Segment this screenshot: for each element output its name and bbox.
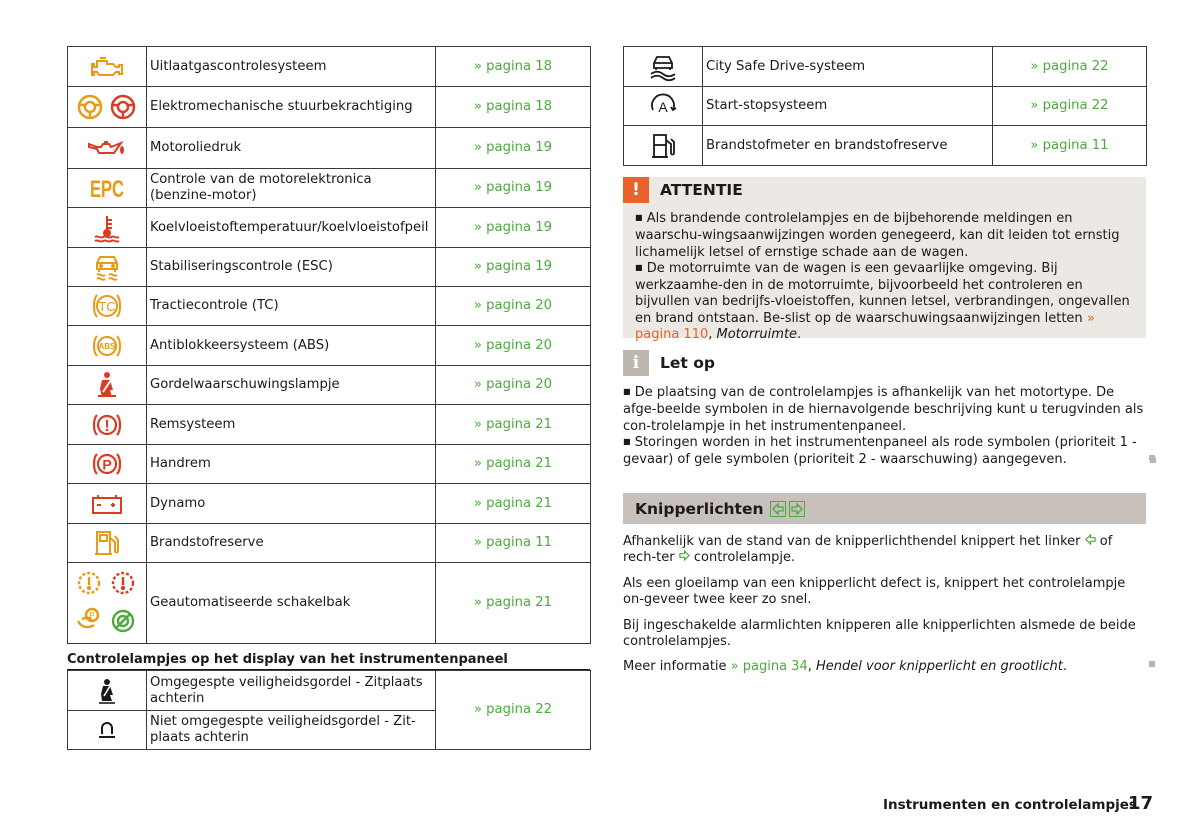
parking-brake-icon — [91, 451, 123, 477]
letop-bullet-1: ■ De plaatsing van de controlelampjes is afhankelijk van het motortype. De afge-beelde symbolen in de hiernavolgende beschrijving kunt u terugvinden als con-trolelampje in het instrumentenpaneel. — [623, 385, 1144, 434]
table-row — [68, 287, 591, 326]
page-link[interactable]: » pagina 20 — [436, 326, 591, 366]
page-link[interactable]: » pagina 18 — [436, 87, 591, 128]
table-row — [68, 87, 591, 128]
reference-title: Motorruimte — [716, 327, 798, 343]
page-link[interactable]: » pagina 22 — [993, 87, 1147, 126]
fuel-gauge-icon — [650, 132, 676, 160]
right-turn-arrow-icon — [789, 501, 805, 517]
table-row — [68, 169, 591, 208]
svg-text:TC: TC — [98, 299, 116, 314]
indicator-label: Brandstofreserve — [147, 524, 436, 563]
page-link[interactable]: » pagina 21 — [436, 484, 591, 524]
icon-cell — [624, 47, 703, 87]
icon-cell — [68, 563, 147, 644]
indicator-label: Handrem — [147, 445, 436, 484]
table-row — [68, 563, 591, 644]
icon-cell — [68, 484, 147, 524]
table-row — [68, 208, 591, 248]
svg-text:P: P — [89, 611, 95, 620]
table-row — [68, 671, 591, 711]
attentie-bullet-2: ■ De motorruimte van de wagen is een gevaarlijke omgeving. Bij werkzaamhe-den in de motorruimte, bijvoorbeeld het controleren en bijvullen van bedrijfs-vloeistoffen, kunnen letsel, verbrandingen, ongevallen en brand ontstaan. Be-slist op de waarschuwingsaanwijzingen letten » pagina 110, Motorruimte. — [635, 260, 1130, 343]
city-safe-drive-icon — [649, 54, 677, 80]
page-link[interactable]: » pagina 20 — [436, 287, 591, 326]
svg-text:ABS: ABS — [98, 341, 116, 351]
table-row — [68, 248, 591, 287]
icon-cell — [68, 671, 147, 711]
rear-seatbelt-unfastened-icon — [97, 678, 117, 704]
table-row — [624, 47, 1147, 87]
table-row — [68, 47, 591, 87]
indicator-label: City Safe Drive-systeem — [703, 47, 993, 87]
engine-exhaust-icon — [90, 56, 124, 78]
start-stop-icon — [649, 92, 677, 120]
icon-cell — [68, 248, 147, 287]
indicator-table-left — [67, 46, 591, 644]
table-row — [68, 128, 591, 169]
table-row — [68, 445, 591, 484]
knipper-paragraph-4: Meer informatie » pagina 34, Hendel voor knipperlicht en grootlicht. — [623, 659, 1067, 674]
icon-cell — [624, 87, 703, 126]
indicator-label: Controle van de motorelektronica (benzine-motor) — [147, 169, 436, 208]
indicator-label: Stabiliseringscontrole (ESC) — [147, 248, 436, 287]
battery-icon — [91, 493, 123, 515]
left-turn-arrow-icon — [770, 501, 786, 517]
fuel-pump-icon — [93, 529, 121, 557]
icon-cell — [68, 711, 147, 750]
indicator-label: Uitlaatgascontrolesysteem — [147, 47, 436, 87]
table-row — [68, 405, 591, 445]
right-turn-arrow-icon — [679, 550, 690, 561]
info-icon: i — [623, 350, 649, 376]
rear-seatbelt-fastened-icon — [97, 720, 117, 740]
left-turn-arrow-icon — [1085, 534, 1096, 545]
page-link[interactable]: » pagina 22 — [436, 671, 591, 750]
table-row — [68, 484, 591, 524]
page-link[interactable]: » pagina 21 — [436, 563, 591, 644]
page-link[interactable]: » pagina 19 — [436, 169, 591, 208]
svg-text:EPC: EPC — [90, 176, 124, 203]
indicator-label: Tractiecontrole (TC) — [147, 287, 436, 326]
indicator-table-right — [623, 46, 1147, 166]
bullet-icon: ■ — [623, 436, 631, 446]
icon-cell — [68, 169, 147, 208]
page-link[interactable]: » pagina 11 — [993, 126, 1147, 166]
page-link[interactable]: » pagina 110 — [635, 310, 1095, 343]
icon-cell — [68, 326, 147, 366]
coolant-temperature-icon — [92, 214, 122, 242]
letop-info-box — [623, 350, 1146, 476]
icon-cell — [68, 524, 147, 563]
display-indicator-table — [67, 670, 591, 750]
indicator-label: Omgegespte veiligheidsgordel - Zitplaats achterin — [147, 671, 436, 711]
section-title: Knipperlichten — [635, 499, 764, 518]
page-link[interactable]: » pagina 20 — [436, 366, 591, 405]
indicator-label: Antiblokkeersysteem (ABS) — [147, 326, 436, 366]
seatbelt-icon — [95, 371, 119, 399]
page-link[interactable]: » pagina 34 — [730, 659, 808, 674]
page-link[interactable]: » pagina 21 — [436, 445, 591, 484]
steering-wheel-icon — [76, 93, 138, 121]
indicator-label: Koelvloeistoftemperatuur/koelvloeistofpeil — [147, 208, 436, 248]
icon-cell — [68, 47, 147, 87]
icon-cell — [68, 405, 147, 445]
gearbox-warning-icon — [72, 567, 142, 639]
table-row — [624, 87, 1147, 126]
indicator-label: Dynamo — [147, 484, 436, 524]
attentie-body — [623, 203, 1146, 343]
icon-cell — [68, 366, 147, 405]
icon-cell — [624, 126, 703, 166]
letop-bullet-2: ■ Storingen worden in het instrumentenpaneel als rode symbolen (prioriteit 1 - gevaar) of gele symbolen (prioriteit 2 - waarschuwing) aangegeven. — [623, 434, 1137, 468]
icon-cell — [68, 208, 147, 248]
letop-title: Let op — [660, 354, 715, 372]
esc-car-skid-icon — [93, 253, 121, 281]
table-row — [68, 366, 591, 405]
page-link[interactable]: » pagina 21 — [436, 405, 591, 445]
letop-header — [623, 350, 1146, 376]
abs-icon — [91, 333, 123, 359]
attentie-bullet-1: ■ Als brandende controlelampjes en de bijbehorende meldingen en waarschu-wingsaanwijzingen worden genegeerd, kan dit leiden tot ernstig lichamelijk letsel of ernstige schade aan de wagen. — [635, 211, 1120, 260]
icon-cell — [68, 87, 147, 128]
letop-body — [623, 376, 1146, 468]
traction-control-icon — [90, 292, 124, 320]
epc-icon — [88, 175, 126, 201]
reference-title: Hendel voor knipperlicht en grootlicht — [816, 659, 1063, 674]
table-row — [68, 524, 591, 563]
icon-cell — [68, 445, 147, 484]
page-link[interactable]: » pagina 19 — [436, 248, 591, 287]
indicator-label: Gordelwaarschuwingslampje — [147, 366, 436, 405]
table-row — [624, 126, 1147, 166]
knipperlichten-heading — [623, 493, 1146, 524]
brake-warning-icon — [91, 412, 123, 438]
page-link[interactable]: » pagina 18 — [436, 47, 591, 87]
bullet-icon: ■ — [635, 262, 643, 272]
svg-text:!: ! — [104, 417, 110, 435]
oil-can-icon — [87, 138, 127, 158]
indicator-label: Brandstofmeter en brandstofreserve — [703, 126, 993, 166]
indicator-label: Start-stopsysteem — [703, 87, 993, 126]
bullet-icon: ■ — [623, 387, 631, 396]
svg-text:P: P — [102, 456, 112, 473]
indicator-label: Remsysteem — [147, 405, 436, 445]
page-number: 17 — [1128, 793, 1154, 814]
section-end-mark — [1149, 661, 1155, 667]
section-end-mark — [1149, 455, 1155, 461]
warning-icon: ! — [623, 177, 649, 203]
table-row — [68, 326, 591, 366]
footer-chapter-title: Instrumenten en controlelampjes — [883, 797, 1137, 813]
knipper-paragraph-2: Als een gloeilamp van een knipperlicht defect is, knippert het controlelampje on-geveer twee keer zo snel. — [623, 576, 1126, 608]
svg-text:A: A — [658, 99, 668, 115]
indicator-label: Elektromechanische stuurbekrachtiging — [147, 87, 436, 128]
attentie-title: ATTENTIE — [660, 181, 743, 199]
indicator-label: Geautomatiseerde schakelbak — [147, 563, 436, 644]
knipper-paragraph-3: Bij ingeschakelde alarmlichten knipperen alle knipperlichten alsmede de beide controlelampjes. — [623, 618, 1136, 650]
indicator-label: Niet omgegespte veiligheidsgordel - Zit-plaats achterin — [147, 711, 436, 750]
page-link[interactable]: » pagina 19 — [436, 208, 591, 248]
page-link[interactable]: » pagina 11 — [436, 524, 591, 563]
attentie-header — [623, 177, 1146, 203]
display-section-heading: Controlelampjes op het display van het instrumentenpaneel — [67, 652, 590, 670]
page-link[interactable]: » pagina 19 — [436, 128, 591, 169]
indicator-label: Motoroliedruk — [147, 128, 436, 169]
knipper-paragraph-1: Afhankelijk van de stand van de knipperlichthendel knippert het linker of rech-ter controlelampje. — [623, 534, 1113, 566]
bullet-icon: ■ — [635, 213, 643, 222]
icon-cell — [68, 128, 147, 169]
icon-cell — [68, 287, 147, 326]
page-link[interactable]: » pagina 22 — [993, 47, 1147, 87]
attentie-warning-box — [623, 177, 1146, 343]
